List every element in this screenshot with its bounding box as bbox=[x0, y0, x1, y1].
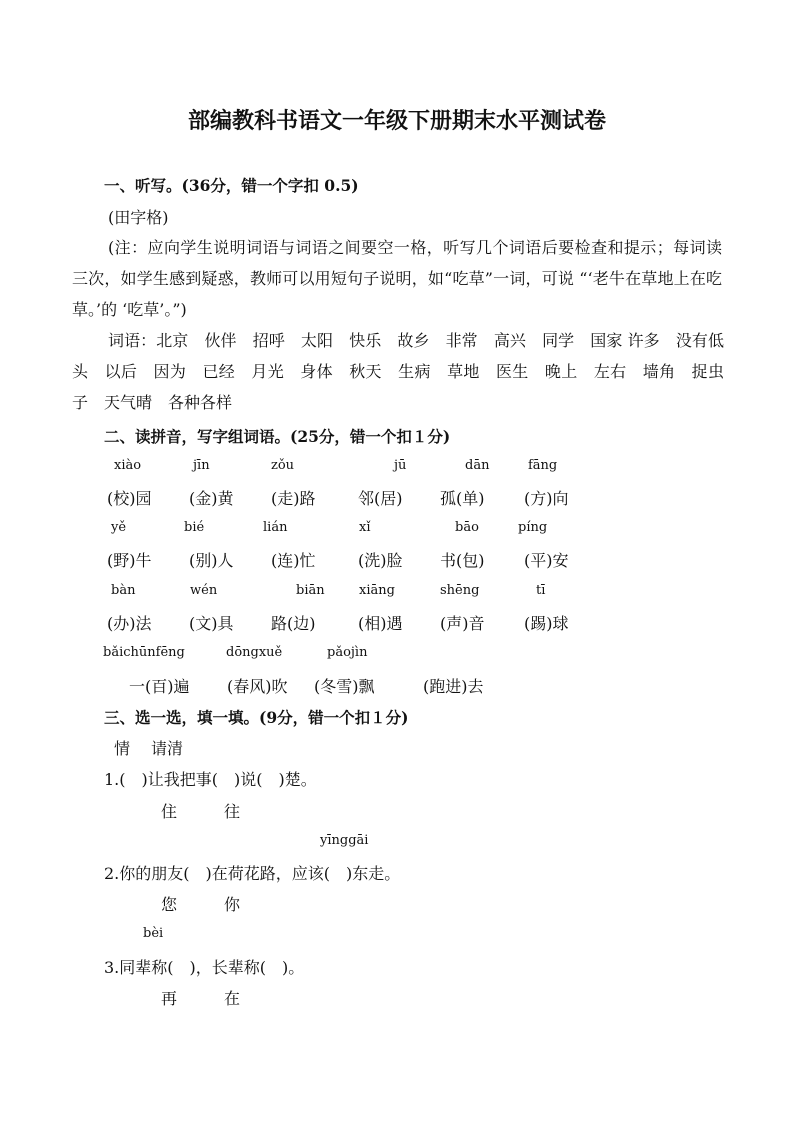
word-cell: (连)忙 bbox=[271, 551, 316, 570]
word-cell: (金)黄 bbox=[189, 489, 234, 508]
pinyin-cell: dōngxuě bbox=[226, 645, 283, 660]
section-1-heading: 一、听写。(36分，错一个字扣 0.5) bbox=[104, 176, 359, 195]
word-cell: (冬雪)飘 bbox=[314, 677, 375, 696]
pinyin-cell: xǐ bbox=[359, 520, 371, 535]
word-cell: 邻(居) bbox=[358, 489, 403, 508]
page-title: 部编教科书语文一年级下册期末水平测试卷 bbox=[187, 108, 606, 134]
pinyin-cell: xiāng bbox=[359, 583, 395, 598]
word-cell: (校)园 bbox=[107, 489, 152, 508]
pinyin-cell: fāng bbox=[528, 458, 558, 473]
pinyin-hint: bèi bbox=[143, 926, 164, 941]
word-cell: (方)向 bbox=[524, 489, 569, 508]
section-3-heading: 三、选一选，填一填。(9分，错一个扣１分) bbox=[104, 708, 409, 727]
word-cell: (声)音 bbox=[440, 614, 485, 633]
word-cell: (平)安 bbox=[524, 551, 569, 570]
word-cell: (别)人 bbox=[189, 551, 234, 570]
pinyin-cell: biān bbox=[296, 583, 325, 598]
word-cell: 孤(单) bbox=[440, 489, 485, 508]
word-cell: (文)具 bbox=[189, 614, 234, 633]
pinyin-cell: shēng bbox=[440, 583, 480, 598]
word-cell: (相)遇 bbox=[358, 614, 403, 633]
option-word: 你 bbox=[224, 895, 241, 914]
option-word: 住 bbox=[161, 802, 178, 821]
question-3: 3.同辈称( )，长辈称( )。 bbox=[104, 958, 305, 977]
word-cell: (春风)吹 bbox=[227, 677, 288, 696]
pinyin-cell: jīn bbox=[193, 458, 210, 473]
pinyin-cell: yě bbox=[111, 520, 127, 535]
dictation-word-list: 词语：北京 伙伴 招呼 太阳 快乐 故乡 非常 高兴 同学 国家 许多 没有低头 以后 因为 已经 月光 身体 秋天 生病 草地 医生 晚上 左右 墙角 捉虫子 天气晴 各种各样 bbox=[72, 331, 724, 412]
grid-note: (田字格) bbox=[108, 208, 169, 227]
option-word: 往 bbox=[224, 802, 241, 821]
word-cell: (踢)球 bbox=[524, 614, 569, 633]
question-2: 2.你的朋友( )在荷花路，应该( )东走。 bbox=[104, 864, 401, 883]
pinyin-cell: dān bbox=[465, 458, 490, 473]
pinyin-cell: lián bbox=[263, 520, 288, 535]
pinyin-cell: xiào bbox=[114, 458, 142, 473]
pinyin-cell: wén bbox=[190, 583, 218, 598]
pinyin-hint: yīnggāi bbox=[320, 833, 369, 848]
word-cell: (办)法 bbox=[107, 614, 152, 633]
section-2-heading: 二、读拼音，写字组词语。(25分，错一个扣１分) bbox=[104, 427, 451, 446]
option-word: 情 bbox=[114, 739, 131, 758]
pinyin-cell: jū bbox=[394, 458, 407, 473]
pinyin-cell: píng bbox=[518, 520, 548, 535]
word-cell: (洗)脸 bbox=[358, 551, 403, 570]
option-word: 请清 bbox=[151, 739, 184, 758]
option-word: 在 bbox=[224, 989, 241, 1008]
pinyin-cell: bǎichūnfēng bbox=[103, 645, 185, 660]
word-cell: 书(包) bbox=[440, 551, 485, 570]
pinyin-cell: tī bbox=[536, 583, 546, 598]
pinyin-cell: bàn bbox=[111, 583, 136, 598]
dictation-instructions: (注：应向学生说明词语与词语之间要空一格，听写几个词语后要检查和提示；每词读三次，如学生感到疑惑，教师可以用短句子说明，如“吃草”一词，可说 “‘老牛在草地上在吃草。’的 ‘吃草’。”) bbox=[72, 238, 722, 319]
pinyin-cell: pǎojìn bbox=[327, 645, 368, 660]
option-word: 您 bbox=[161, 895, 178, 914]
pinyin-cell: bié bbox=[184, 520, 205, 535]
word-cell: (走)路 bbox=[271, 489, 316, 508]
word-cell: (跑进)去 bbox=[423, 677, 484, 696]
pinyin-cell: bāo bbox=[455, 520, 479, 535]
word-cell: (野)牛 bbox=[107, 551, 152, 570]
word-cell: 路(边) bbox=[271, 614, 316, 633]
pinyin-cell: zǒu bbox=[271, 458, 295, 473]
question-1: 1.( )让我把事( )说( )楚。 bbox=[104, 770, 317, 789]
word-cell: 一(百)遍 bbox=[129, 677, 190, 696]
option-word: 再 bbox=[161, 989, 178, 1008]
